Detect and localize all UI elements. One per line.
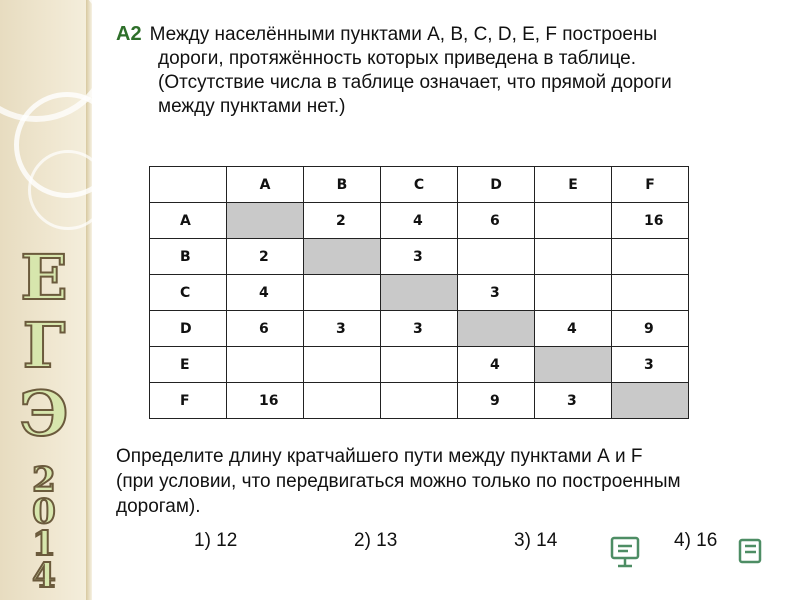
table-cell: 4	[458, 347, 535, 383]
table-cell: 3	[458, 275, 535, 311]
task-text-line-3: (Отсутствие числа в таблице означает, что прямой дороги	[158, 72, 672, 93]
table-header-row	[150, 167, 689, 203]
table-row	[150, 347, 689, 383]
table-cell: 6	[227, 311, 304, 347]
table-cell	[535, 275, 612, 311]
table-cell: 3	[381, 239, 458, 275]
column-header: E	[535, 167, 612, 203]
diagonal-cell	[612, 383, 689, 419]
table-cell: 9	[458, 383, 535, 419]
task-statement	[116, 22, 780, 119]
table-cell	[304, 275, 381, 311]
table-cell: 6	[458, 203, 535, 239]
column-header: C	[381, 167, 458, 203]
table-cell	[535, 203, 612, 239]
table-cell	[535, 239, 612, 275]
table-cell: 9	[612, 311, 689, 347]
row-header: F	[150, 383, 227, 419]
table-cell: 4	[227, 275, 304, 311]
table-cell	[612, 239, 689, 275]
column-header: A	[227, 167, 304, 203]
decorative-ring	[28, 150, 108, 230]
table-cell: 3	[535, 383, 612, 419]
vertical-letter-1: Е	[20, 241, 68, 314]
table-corner-cell	[150, 167, 227, 203]
table-cell: 16	[612, 203, 689, 239]
table-row	[150, 275, 689, 311]
table-cell: 3	[304, 311, 381, 347]
answer-option-2[interactable]: 2) 13	[354, 530, 398, 551]
table-cell	[304, 383, 381, 419]
task-text-line-2: дороги, протяжённость которых приведена в таблице.	[158, 48, 636, 69]
table-cell	[612, 275, 689, 311]
answer-option-4[interactable]: 4) 16	[674, 530, 718, 551]
column-header: D	[458, 167, 535, 203]
question-line-3: дорогам).	[116, 496, 201, 517]
year-digit-1: 2	[32, 460, 56, 500]
table-cell: 2	[227, 239, 304, 275]
table-row	[150, 311, 689, 347]
table-cell: 4	[535, 311, 612, 347]
answer-option-3[interactable]: 3) 14	[514, 530, 558, 551]
diagonal-cell	[304, 239, 381, 275]
presentation-board-logo-icon	[606, 532, 766, 572]
row-header: D	[150, 311, 227, 347]
table-cell: 4	[381, 203, 458, 239]
row-header: C	[150, 275, 227, 311]
table-cell: 16	[227, 383, 304, 419]
year-digit-2: 0	[32, 492, 56, 532]
row-header: B	[150, 239, 227, 275]
table-cell	[381, 383, 458, 419]
table-row	[150, 383, 689, 419]
year-digit-3: 1	[32, 524, 56, 564]
table-cell	[381, 347, 458, 383]
row-header: A	[150, 203, 227, 239]
table-cell	[458, 239, 535, 275]
distance-table	[149, 166, 689, 419]
task-number: А2	[116, 23, 142, 45]
table-cell: 2	[304, 203, 381, 239]
table-row	[150, 239, 689, 275]
answer-option-1[interactable]: 1) 12	[194, 530, 238, 551]
question-line-2: (при условии, что передвигаться можно только по построенным	[116, 471, 681, 492]
diagonal-cell	[535, 347, 612, 383]
row-header: E	[150, 347, 227, 383]
task-text-line-1: Между населёнными пунктами A, B, C, D, E, F построены	[149, 24, 658, 45]
vertical-letter-3: Э	[19, 377, 69, 450]
diagonal-cell	[458, 311, 535, 347]
task-text-line-4: между пунктами нет.)	[158, 96, 346, 117]
question-line-1: Определите длину кратчайшего пути между пунктами А и F	[116, 446, 643, 467]
table-cell: 3	[381, 311, 458, 347]
table-row	[150, 203, 689, 239]
diagonal-cell	[227, 203, 304, 239]
table-cell	[227, 347, 304, 383]
table-cell: 3	[612, 347, 689, 383]
vertical-letter-2: Г	[22, 309, 66, 382]
column-header: F	[612, 167, 689, 203]
column-header: B	[304, 167, 381, 203]
diagonal-cell	[381, 275, 458, 311]
table-cell	[304, 347, 381, 383]
question-text	[116, 444, 780, 519]
year-digit-4: 4	[32, 556, 56, 596]
